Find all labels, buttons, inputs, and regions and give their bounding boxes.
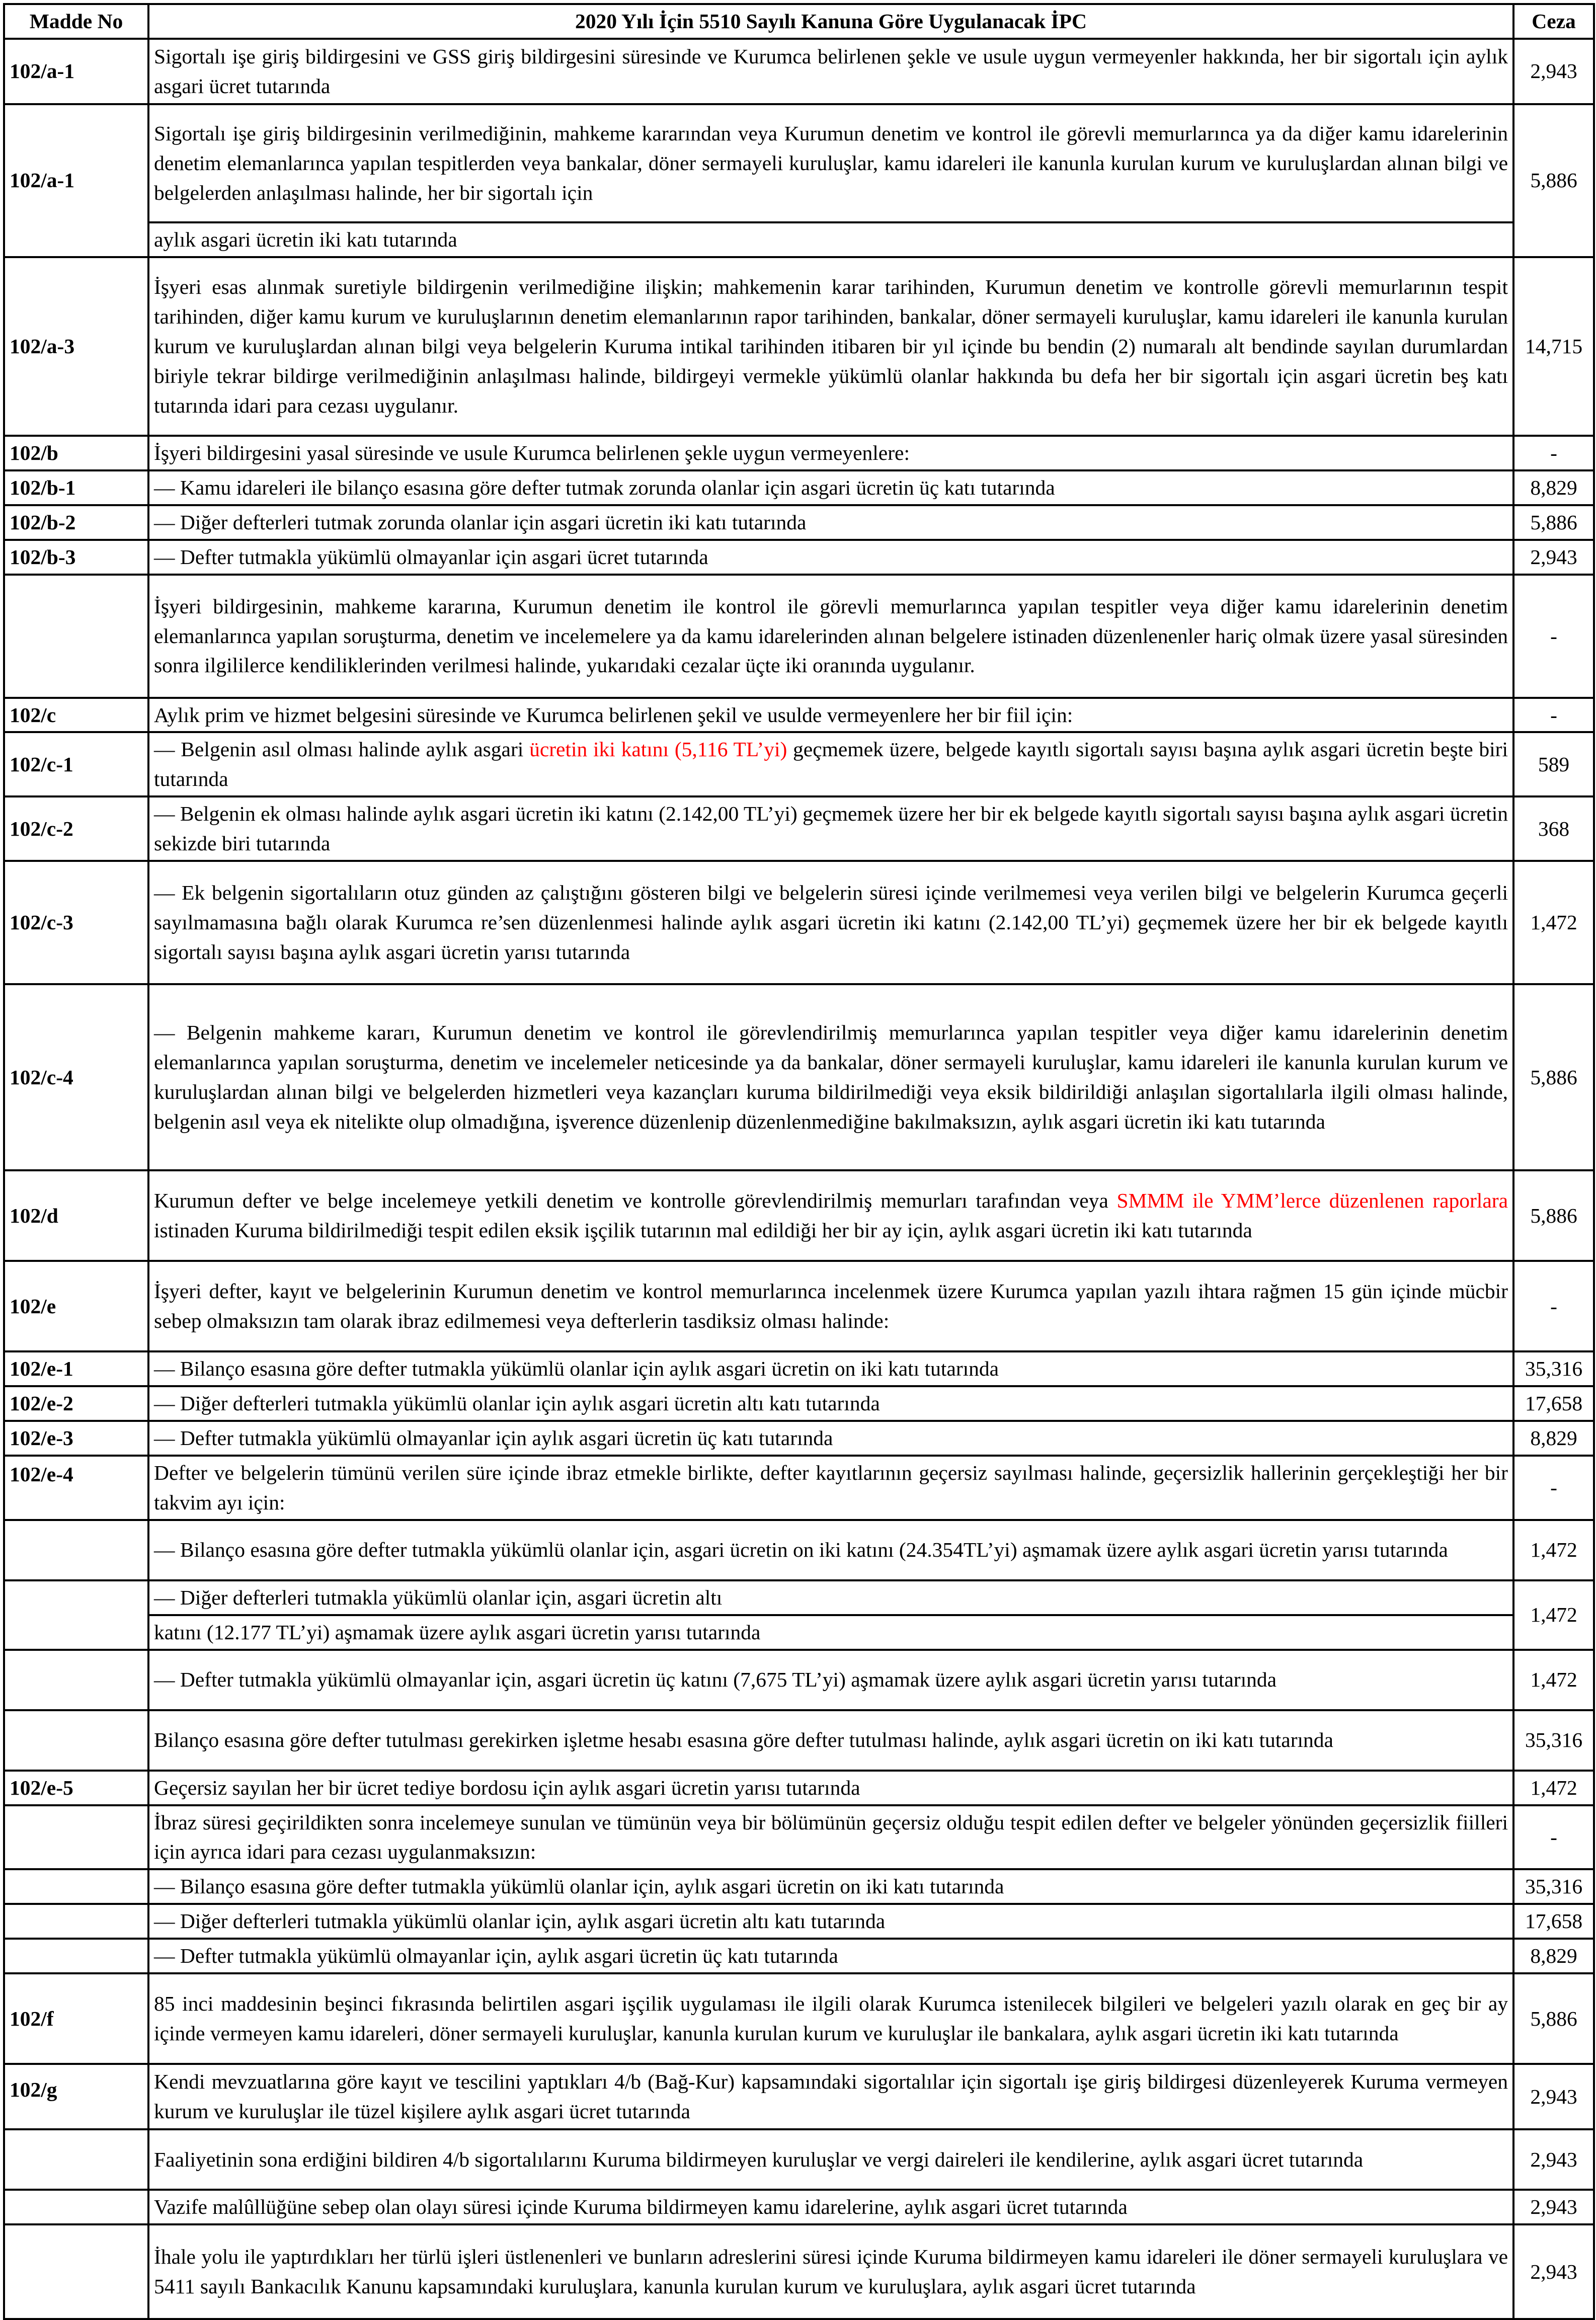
- header-ceza: Ceza: [1513, 4, 1594, 39]
- ipc-description: — Bilanço esasına göre defter tutmakla yükümlü olanlar için, asgari ücretin on iki katını (24.354TL’yi) aşmamak üzere aylık asgari ücretin yarısı tutarında: [148, 1520, 1513, 1580]
- ceza-amount: -: [1513, 436, 1594, 470]
- ipc-description: İşyeri bildirgesini yasal süresinde ve usule Kurumca belirlenen şekle uygun vermeyenlere:: [148, 436, 1513, 470]
- ceza-amount: 1,472: [1513, 1650, 1594, 1710]
- table-row: [4, 1386, 1594, 1421]
- madde-no: [4, 2129, 148, 2190]
- table-row: [4, 1805, 1594, 1870]
- ipc-description: Aylık prim ve hizmet belgesini süresinde ve Kurumca belirlenen şekil ve usulde vermeyenlere her bir fiil için:: [148, 698, 1513, 733]
- ipc-description: — Diğer defterleri tutmakla yükümlü olanlar için aylık asgari ücretin altı katı tutarında: [148, 1386, 1513, 1421]
- table-row: [4, 698, 1594, 733]
- madde-no: [4, 1650, 148, 1710]
- highlighted-text: SMMM ile YMM’lerce düzenlenen raporlara: [1116, 1189, 1508, 1213]
- table-row: [4, 1904, 1594, 1939]
- ceza-amount: 2,943: [1513, 2129, 1594, 2190]
- madde-no: 102/d: [4, 1170, 148, 1261]
- ipc-description: — Bilanço esasına göre defter tutmakla yükümlü olanlar için aylık asgari ücretin on iki katı tutarında: [148, 1351, 1513, 1386]
- madde-no: 102/e-3: [4, 1421, 148, 1456]
- table-row: [4, 1650, 1594, 1710]
- table-row: [4, 2224, 1594, 2319]
- table-row: [4, 1261, 1594, 1351]
- ipc-description: Geçersiz sayılan her bir ücret tediye bordosu için aylık asgari ücretin yarısı tutarında: [148, 1771, 1513, 1805]
- ipc-description: Sigortalı işe giriş bildirgesinin verilmediğinin, mahkeme kararından veya Kurumun denetim ve kontrol ile görevli memurlarınca ya da diğer kamu idarelerinin denetim elemanlarınca yapılan tespitlerden veya bankalar, döner sermayeli kuruluşlar, kamu idareleri ile kanunla kurulan kurum ve kuruluşlardan alınan bilgi ve belgelerden anlaşılması halinde, her bir sigortalı için: [148, 104, 1513, 222]
- ipc-description: Kendi mevzuatlarına göre kayıt ve tescilini yaptıkları 4/b (Bağ-Kur) kapsamındaki sigortalılar için sigortalı işe giriş bildirgesi düzenleyerek Kuruma vermeyen kurum ve kuruluşlar ile tüzel kişilere aylık asgari ücret tutarında: [148, 2064, 1513, 2129]
- ceza-amount: -: [1513, 1456, 1594, 1520]
- madde-no: [4, 1939, 148, 1973]
- table-row: [4, 39, 1594, 104]
- madde-no: 102/f: [4, 1973, 148, 2064]
- ipc-description: — Defter tutmakla yükümlü olmayanlar için, aylık asgari ücretin üç katı tutarında: [148, 1939, 1513, 1973]
- ipc-description: Vazife malûllüğüne sebep olan olayı süresi içinde Kuruma bildirmeyen kamu idarelerine, aylık asgari ücret tutarında: [148, 2190, 1513, 2224]
- ipc-description-part: geçmemek üzere, belgede kayıtlı sigortalı sayısı başına aylık asgari ücretin beşte biri tutarında: [154, 738, 1508, 791]
- header-row: [4, 4, 1594, 39]
- ceza-amount: 589: [1513, 732, 1594, 796]
- ipc-description: İşyeri defter, kayıt ve belgelerinin Kurumun denetim ve kontrol memurlarınca incelenmek üzere Kurumca yapılan yazılı ihtara rağmen 15 gün içinde mücbir sebep olmaksızın tam olarak ibraz edilmemesi veya defterlerin tasdiksiz olması halinde:: [148, 1261, 1513, 1351]
- table-row: [4, 104, 1594, 222]
- ipc-description-part: Kurumun defter ve belge incelemeye yetkili denetim ve kontrolle görevlendirilmiş memurları tarafından veya: [154, 1189, 1108, 1213]
- table-row: [4, 1351, 1594, 1386]
- table-row: [4, 796, 1594, 861]
- table-row: [4, 1710, 1594, 1771]
- table-row: [4, 436, 1594, 470]
- ceza-amount: 35,316: [1513, 1710, 1594, 1771]
- madde-no: [4, 1580, 148, 1650]
- table-row: [4, 861, 1594, 984]
- header-madde: Madde No: [4, 4, 148, 39]
- ipc-description: — Belgenin ek olması halinde aylık asgari ücretin iki katını (2.142,00 TL’yi) geçmemek üzere her bir ek belgede kayıtlı sigortalı sayısı başına aylık asgari ücretin sekizde biri tutarında: [148, 796, 1513, 861]
- ceza-amount: 368: [1513, 796, 1594, 861]
- ipc-description: — Diğer defterleri tutmakla yükümlü olanlar için, asgari ücretin altı: [148, 1580, 1513, 1615]
- table-row: [4, 1170, 1594, 1261]
- ipc-description: — Ek belgenin sigortalıların otuz günden az çalıştığını gösteren bilgi ve belgelerin süresi içinde verilmemesi veya verilen bilgi ve belgelerin Kurumca geçerli sayılmamasına bağlı olarak Kurumca re’sen düzenlenmesi halinde aylık asgari ücretin iki katını (2.142,00 TL’yi) geçmemek üzere her bir ek belgede kayıtlı sigortalı sayısı başına aylık asgari ücretin yarısı tutarında: [148, 861, 1513, 984]
- table-row: [4, 2064, 1594, 2129]
- madde-no: 102/a-1: [4, 39, 148, 104]
- table-row: [4, 1456, 1594, 1520]
- table-row: [4, 1869, 1594, 1904]
- ceza-amount: 35,316: [1513, 1869, 1594, 1904]
- ceza-amount: 2,943: [1513, 39, 1594, 104]
- ceza-amount: 2,943: [1513, 540, 1594, 575]
- madde-no: [4, 1869, 148, 1904]
- madde-no: 102/a-1: [4, 104, 148, 257]
- ceza-amount: 2,943: [1513, 2064, 1594, 2129]
- ipc-description: — Bilanço esasına göre defter tutmakla yükümlü olanlar için, aylık asgari ücretin on iki katı tutarında: [148, 1869, 1513, 1904]
- ceza-amount: 14,715: [1513, 257, 1594, 436]
- madde-no: 102/b: [4, 436, 148, 470]
- table-row: [4, 505, 1594, 540]
- ipc-description: Defter ve belgelerin tümünü verilen süre içinde ibraz etmekle birlikte, defter kayıtlarının geçersiz sayılması halinde, geçersizlik hallerinin gerçekleştiği her bir takvim ayı için:: [148, 1456, 1513, 1520]
- table-row: [4, 1615, 1594, 1650]
- ceza-amount: 2,943: [1513, 2190, 1594, 2224]
- madde-no: [4, 2224, 148, 2319]
- table-row: [4, 540, 1594, 575]
- madde-no: 102/e-1: [4, 1351, 148, 1386]
- ceza-amount: 17,658: [1513, 1904, 1594, 1939]
- ceza-amount: 5,886: [1513, 104, 1594, 257]
- madde-no: [4, 2190, 148, 2224]
- table-row: [4, 984, 1594, 1170]
- ceza-amount: 1,472: [1513, 1520, 1594, 1580]
- madde-no: 102/b-1: [4, 470, 148, 505]
- ipc-description: [148, 732, 1513, 796]
- table-row: [4, 575, 1594, 698]
- ipc-description: İbraz süresi geçirildikten sonra incelemeye sunulan ve tümünün veya bir bölümünün geçersiz olduğu tespit edilen defter ve belgeler yönünden geçersizlik fiilleri için ayrıca idari para cezası uygulanmaksızın:: [148, 1805, 1513, 1870]
- ceza-amount: 1,472: [1513, 1771, 1594, 1805]
- madde-no: 102/c-1: [4, 732, 148, 796]
- ceza-amount: 8,829: [1513, 1421, 1594, 1456]
- ipc-description: İşyeri bildirgesinin, mahkeme kararına, Kurumun denetim ile kontrol ile görevli memurlarınca yapılan tespitler veya diğer kamu idarelerinin denetim elemanlarınca yapılan soruşturma, denetim ve incelemelere ya da kamu idarelerinden alınan belgelere istinaden düzenlenenler hariç olmak üzere yasal süresinden sonra ilgililerce kendiliklerinden verilmesi halinde, yukarıdaki cezalar üçte iki oranında uygulanır.: [148, 575, 1513, 698]
- table-row: [4, 1421, 1594, 1456]
- ipc-description: Bilanço esasına göre defter tutulması gerekirken işletme hesabı esasına göre defter tutulması halinde, aylık asgari ücretin on iki katı tutarında: [148, 1710, 1513, 1771]
- madde-no: 102/b-2: [4, 505, 148, 540]
- ipc-description: — Defter tutmakla yükümlü olmayanlar için asgari ücret tutarında: [148, 540, 1513, 575]
- madde-no: 102/e-2: [4, 1386, 148, 1421]
- madde-no: 102/e: [4, 1261, 148, 1351]
- ceza-amount: -: [1513, 1261, 1594, 1351]
- ipc-description: 85 inci maddesinin beşinci fıkrasında belirtilen asgari işçilik uygulaması ile ilgili olarak Kurumca istenilecek bilgileri ve belgeleri yazılı olarak en geç bir ay içinde vermeyen kamu idareleri, döner sermayeli kuruluşlar, kanunla kurulan kurum ve kuruluşlar ile bankalara, aylık asgari ücretin iki katı tutarında: [148, 1973, 1513, 2064]
- ipc-description: — Defter tutmakla yükümlü olmayanlar için, asgari ücretin üç katını (7,675 TL’yi) aşmamak üzere aylık asgari ücretin yarısı tutarında: [148, 1650, 1513, 1710]
- table-row: [4, 1580, 1594, 1615]
- madde-no: 102/e-4: [4, 1456, 148, 1520]
- ipc-table: [3, 3, 1595, 2320]
- ipc-description-part: istinaden Kuruma bildirilmediği tespit edilen eksik işçilik tutarının mal edildiği her bir ay için, aylık asgari ücretin iki katı tutarında: [154, 1219, 1252, 1242]
- ipc-description: [148, 1170, 1513, 1261]
- ceza-amount: -: [1513, 1805, 1594, 1870]
- ceza-amount: 8,829: [1513, 470, 1594, 505]
- madde-no: [4, 1805, 148, 1870]
- ceza-amount: 2,943: [1513, 2224, 1594, 2319]
- ipc-description-continued: aylık asgari ücretin iki katı tutarında: [148, 222, 1513, 257]
- ceza-amount: 17,658: [1513, 1386, 1594, 1421]
- ipc-description: Sigortalı işe giriş bildirgesini ve GSS giriş bildirgesini süresinde ve Kurumca belirlenen şekle ve usule uygun vermeyenler hakkında, her bir sigortalı için aylık asgari ücret tutarında: [148, 39, 1513, 104]
- table-row: [4, 1973, 1594, 2064]
- ipc-description: — Kamu idareleri ile bilanço esasına göre defter tutmak zorunda olanlar için asgari ücretin üç katı tutarında: [148, 470, 1513, 505]
- table-row: [4, 1939, 1594, 1973]
- ceza-amount: 5,886: [1513, 1973, 1594, 2064]
- madde-no: 102/e-5: [4, 1771, 148, 1805]
- ipc-description: — Defter tutmakla yükümlü olmayanlar için aylık asgari ücretin üç katı tutarında: [148, 1421, 1513, 1456]
- ipc-description-part: — Belgenin asıl olması halinde aylık asgari: [154, 738, 524, 761]
- table-row: [4, 1771, 1594, 1805]
- table-row: [4, 2190, 1594, 2224]
- ceza-amount: 35,316: [1513, 1351, 1594, 1386]
- ipc-description: — Belgenin mahkeme kararı, Kurumun denetim ve kontrol ile görevlendirilmiş memurlarınca yapılan tespitler veya diğer kamu idarelerinin denetim elemanlarınca yapılan soruşturma, denetim ve incelemeler neticesinde ya da bankalar, döner sermayeli kuruluşlar, kamu idareleri ile kanunla kurulan kurum ve kuruluşlardan alınan bilgi ve belgelerden hizmetleri veya kazançları kuruma bildirilmediği veya eksik bildirildiği anlaşılan sigortalılarla ilgili olması halinde, belgenin asıl veya ek nitelikte olup olmadığına, işverence düzenlenip düzenlenmediğine bakılmaksızın, aylık asgari ücretin iki katı tutarında: [148, 984, 1513, 1170]
- table-row: [4, 222, 1594, 257]
- ceza-amount: -: [1513, 698, 1594, 733]
- table-row: [4, 1520, 1594, 1580]
- header-title: 2020 Yılı İçin 5510 Sayılı Kanuna Göre Uygulanacak İPC: [148, 4, 1513, 39]
- madde-no: 102/b-3: [4, 540, 148, 575]
- madde-no: [4, 1710, 148, 1771]
- madde-no: 102/c-2: [4, 796, 148, 861]
- madde-no: [4, 1904, 148, 1939]
- ceza-amount: -: [1513, 575, 1594, 698]
- ipc-description-continued: katını (12.177 TL’yi) aşmamak üzere aylık asgari ücretin yarısı tutarında: [148, 1615, 1513, 1650]
- madde-no: 102/a-3: [4, 257, 148, 436]
- ceza-amount: 8,829: [1513, 1939, 1594, 1973]
- ipc-description: — Diğer defterleri tutmakla yükümlü olanlar için, aylık asgari ücretin altı katı tutarında: [148, 1904, 1513, 1939]
- table-row: [4, 470, 1594, 505]
- madde-no: [4, 575, 148, 698]
- madde-no: 102/c: [4, 698, 148, 733]
- ipc-description: — Diğer defterleri tutmak zorunda olanlar için asgari ücretin iki katı tutarında: [148, 505, 1513, 540]
- table-row: [4, 732, 1594, 796]
- ipc-description: İşyeri esas alınmak suretiyle bildirgenin verilmediğine ilişkin; mahkemenin karar tarihinden, Kurumun denetim ve kontrolle görevli memurlarının tespit tarihinden, diğer kamu kurum ve kuruluşlarının denetim elemanlarının rapor tarihinden, bankalar, döner sermayeli kuruluşlar, kamu idareleri ile kanunla kurulan kurum ve kuruluşlardan alınan bilgi veya belgelerin Kuruma intikal tarihinden itibaren bir yıl içinde bu bendin (2) numaralı alt bendinde sayılan durumlardan biriyle tekrar bildirge verilmediğinin anlaşılması halinde, bildirgeyi vermekle yükümlü olanlar hakkında bu defa her bir sigortalı için asgari ücretin beş katı tutarında idari para cezası uygulanır.: [148, 257, 1513, 436]
- ceza-amount: 1,472: [1513, 861, 1594, 984]
- madde-no: 102/c-3: [4, 861, 148, 984]
- highlighted-text: ücretin iki katını (5,116 TL’yi): [529, 738, 787, 761]
- ceza-amount: 5,886: [1513, 505, 1594, 540]
- ipc-description: Faaliyetinin sona erdiğini bildiren 4/b sigortalılarını Kuruma bildirmeyen kuruluşlar ve vergi daireleri ile kendilerine, aylık asgari ücret tutarında: [148, 2129, 1513, 2190]
- ceza-amount: 5,886: [1513, 984, 1594, 1170]
- ipc-description: İhale yolu ile yaptırdıkları her türlü işleri üstlenenleri ve bunların adreslerini süresi içinde Kuruma bildirmeyen kamu idareleri ile döner sermayeli kuruluşlara ve 5411 sayılı Bankacılık Kanunu kapsamındaki kuruluşlara, kanunla kurulan kurum ve kuruluşlara, aylık asgari ücret tutarında: [148, 2224, 1513, 2319]
- table-row: [4, 257, 1594, 436]
- madde-no: 102/c-4: [4, 984, 148, 1170]
- ceza-amount: 1,472: [1513, 1580, 1594, 1650]
- ceza-amount: 5,886: [1513, 1170, 1594, 1261]
- table-row: [4, 2129, 1594, 2190]
- madde-no: 102/g: [4, 2064, 148, 2129]
- madde-no: [4, 1520, 148, 1580]
